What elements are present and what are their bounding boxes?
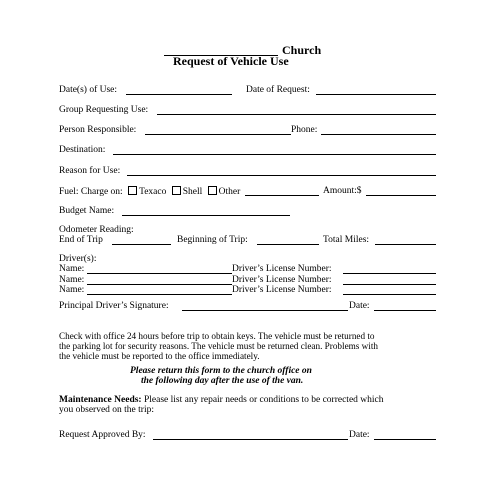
phone-label: Phone: bbox=[291, 125, 318, 135]
church-suffix: Church bbox=[282, 43, 322, 57]
other-label: Other bbox=[218, 187, 241, 197]
shell-label: Shell bbox=[182, 187, 203, 197]
approval-date-field[interactable] bbox=[374, 439, 436, 440]
destination-field[interactable] bbox=[113, 154, 436, 155]
group-requesting-field[interactable] bbox=[157, 114, 436, 115]
odometer-reading-label: Odometer Reading: bbox=[59, 225, 134, 235]
total-miles-label: Total Miles: bbox=[323, 235, 370, 245]
principal-date-field[interactable] bbox=[374, 310, 436, 311]
end-of-trip-field[interactable] bbox=[112, 244, 171, 245]
beginning-of-trip-label: Beginning of Trip: bbox=[177, 235, 248, 245]
end-of-trip-label: End of Trip bbox=[59, 235, 103, 245]
shell-checkbox[interactable] bbox=[172, 186, 181, 195]
beginning-of-trip-field[interactable] bbox=[257, 244, 319, 245]
principal-signature-field[interactable] bbox=[182, 310, 348, 311]
maintenance-text-1: Please list any repair needs or conditions to be corrected which bbox=[141, 395, 384, 405]
principal-signature-label: Principal Driver’s Signature: bbox=[59, 301, 169, 311]
person-responsible-label: Person Responsible: bbox=[59, 125, 137, 135]
texaco-label: Texaco bbox=[139, 187, 167, 197]
return-notice-line-2: the following day after the use of the van. bbox=[141, 376, 304, 386]
driver-license-label: Driver’s License Number: bbox=[232, 275, 332, 285]
driver-name-label: Name: bbox=[59, 275, 85, 285]
date-of-request-label: Date of Request: bbox=[246, 85, 310, 95]
total-miles-field[interactable] bbox=[375, 244, 436, 245]
destination-label: Destination: bbox=[59, 145, 106, 155]
notice-line-3: the vehicle must be reported to the office immediately. bbox=[59, 351, 260, 361]
approval-date-label: Date: bbox=[349, 430, 370, 440]
driver-1-name-field[interactable] bbox=[87, 273, 232, 274]
principal-date-label: Date: bbox=[349, 301, 370, 311]
notice-line-2: the parking lot for security reasons. The vehicle must be returned clean. Problems with bbox=[59, 341, 379, 351]
reason-field[interactable] bbox=[127, 175, 436, 176]
driver-name-label: Name: bbox=[59, 285, 85, 295]
approved-by-field[interactable] bbox=[153, 439, 348, 440]
driver-3-name-field[interactable] bbox=[87, 294, 232, 295]
driver-1-license-field[interactable] bbox=[343, 273, 436, 274]
drivers-label: Driver(s): bbox=[59, 254, 97, 264]
maintenance-label: Maintenance Needs: bbox=[59, 395, 142, 405]
budget-name-label: Budget Name: bbox=[59, 206, 115, 216]
form-title: Request of Vehicle Use bbox=[173, 54, 289, 68]
person-responsible-field[interactable] bbox=[145, 134, 291, 135]
driver-license-label: Driver’s License Number: bbox=[232, 285, 332, 295]
fuel-label: Fuel: Charge on: bbox=[59, 187, 123, 197]
amount-field[interactable] bbox=[366, 195, 436, 196]
notice-line-1: Check with office 24 hours before trip to obtain keys. The vehicle must be returned to bbox=[59, 331, 375, 341]
fuel-row bbox=[59, 186, 240, 198]
maintenance-text-2: you observed on the trip: bbox=[59, 405, 154, 415]
texaco-checkbox[interactable] bbox=[128, 186, 137, 195]
dates-of-use-label: Date(s) of Use: bbox=[59, 85, 118, 95]
phone-field[interactable] bbox=[321, 134, 436, 135]
driver-3-license-field[interactable] bbox=[343, 294, 436, 295]
driver-2-name-field[interactable] bbox=[87, 284, 232, 285]
dates-of-use-field[interactable] bbox=[126, 94, 232, 95]
fuel-other-field[interactable] bbox=[245, 195, 319, 196]
approved-by-label: Request Approved By: bbox=[59, 430, 146, 440]
return-notice-line-1: Please return this form to the church office on bbox=[130, 366, 312, 376]
amount-label: Amount:$ bbox=[323, 186, 362, 196]
driver-2-license-field[interactable] bbox=[343, 284, 436, 285]
reason-label: Reason for Use: bbox=[59, 166, 121, 176]
driver-license-label: Driver’s License Number: bbox=[232, 264, 332, 274]
group-requesting-label: Group Requesting Use: bbox=[59, 105, 149, 115]
date-of-request-field[interactable] bbox=[316, 94, 436, 95]
driver-name-label: Name: bbox=[59, 264, 85, 274]
budget-name-field[interactable] bbox=[122, 215, 290, 216]
other-checkbox[interactable] bbox=[208, 186, 217, 195]
